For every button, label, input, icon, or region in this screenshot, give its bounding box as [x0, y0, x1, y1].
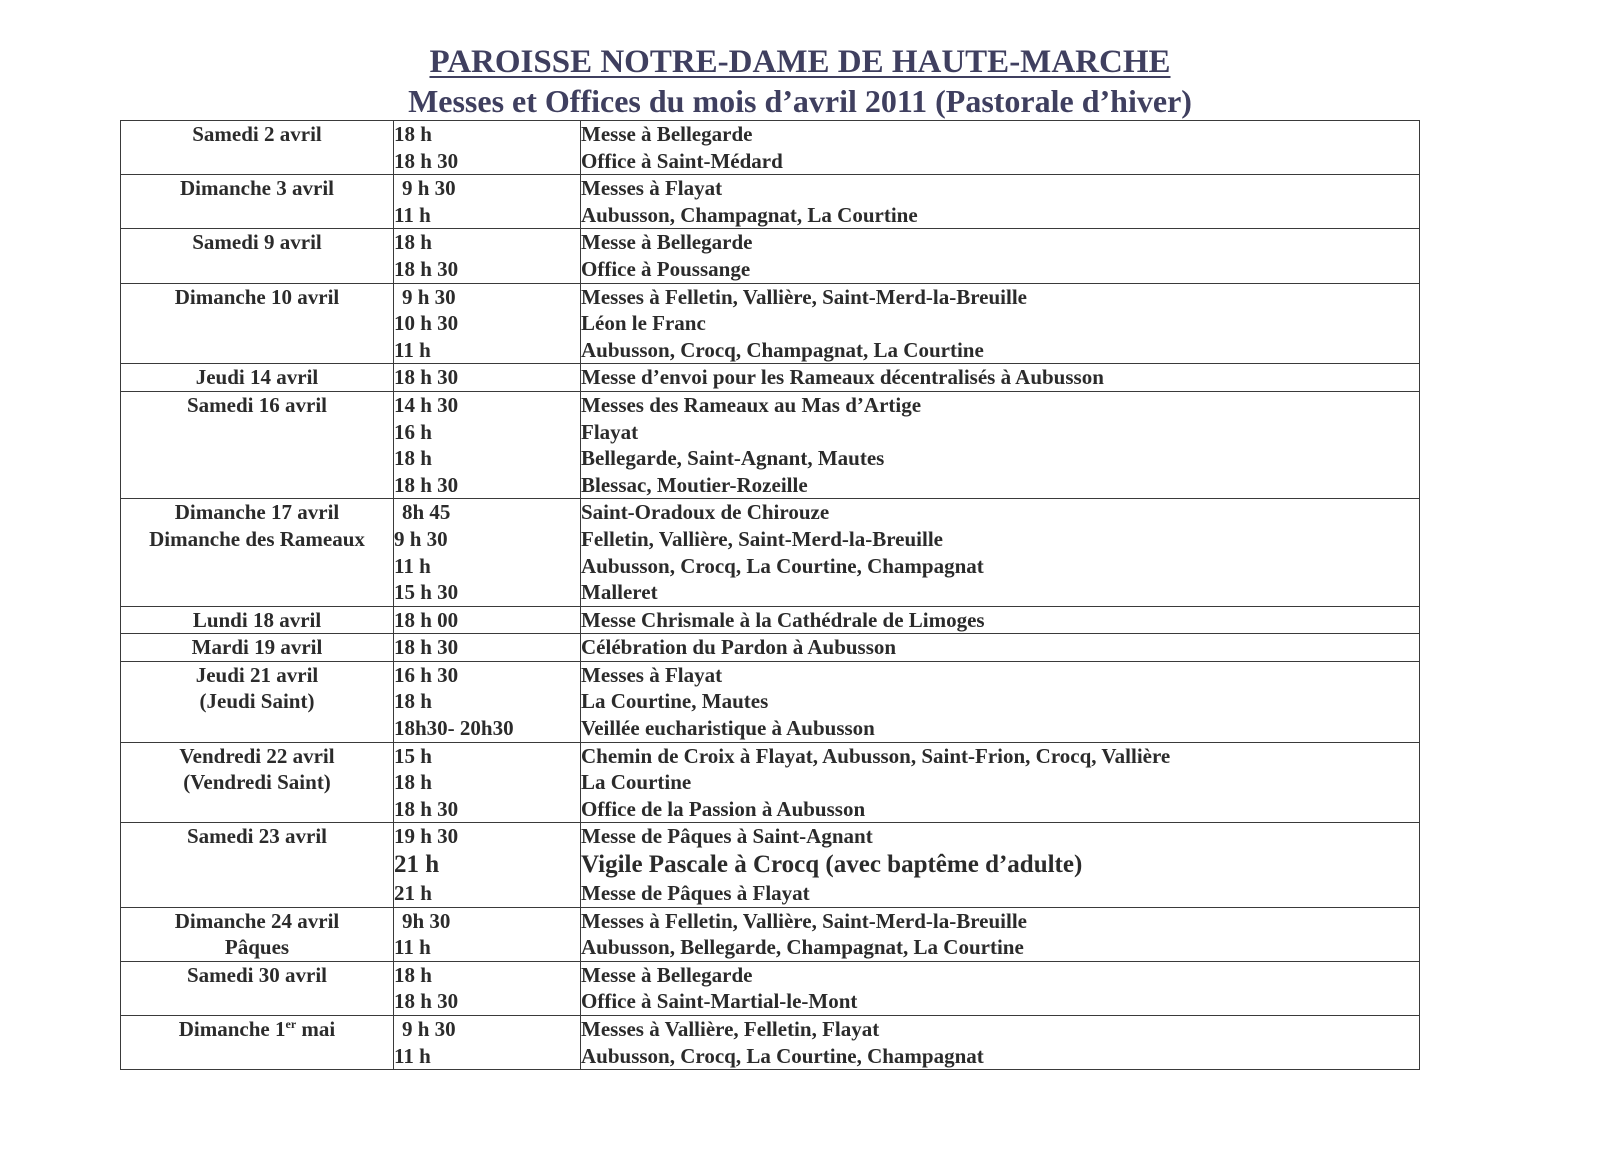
- time-label: 18 h 30: [394, 148, 459, 173]
- events-cell: [581, 1016, 1420, 1070]
- event-label: Messes à Felletin, Vallière, Saint-Merd-la-Breuille: [581, 284, 1027, 309]
- day-label-suffix: mai: [296, 1017, 336, 1041]
- event-label: Veillée eucharistique à Aubusson: [581, 716, 875, 741]
- time-label: 15 h 30: [394, 580, 459, 605]
- event-label: Office à Poussange: [581, 256, 751, 281]
- time-label: 18 h 30: [394, 989, 459, 1014]
- event-label: Messes à Vallière, Felletin, Flayat: [581, 1017, 880, 1041]
- event-label: Messe de Pâques à Saint-Agnant: [581, 824, 873, 849]
- event-label: Aubusson, Crocq, Champagnat, La Courtine: [581, 337, 984, 362]
- times-cell: [394, 283, 581, 364]
- time-label: 18 h 00: [394, 607, 459, 632]
- event-label: Flayat: [581, 419, 639, 444]
- event-label-highlight: Vigile Pascale à Crocq (avec baptême d’adulte): [581, 851, 1083, 879]
- times-cell: [394, 175, 581, 229]
- time-label: 16 h 30: [394, 662, 459, 687]
- event-label: Messe d’envoi pour les Rameaux décentralisés à Aubusson: [581, 365, 1104, 390]
- events-cell: [581, 606, 1420, 634]
- event-label: Messe à Bellegarde: [581, 230, 753, 255]
- table-row: [121, 364, 1420, 392]
- day-label: Dimanche 10 avril: [174, 284, 340, 309]
- day-label: Samedi 9 avril: [192, 230, 322, 255]
- events-cell: [581, 364, 1420, 392]
- times-cell: [394, 229, 581, 283]
- day-cell: [121, 175, 394, 229]
- event-label: Office à Saint-Médard: [581, 148, 783, 173]
- time-label: 9 h 30: [402, 176, 456, 201]
- time-label: 18 h: [394, 689, 432, 714]
- time-label: 18h30- 20h30: [394, 716, 514, 741]
- event-label: Célébration du Pardon à Aubusson: [581, 635, 897, 660]
- times-cell: [394, 907, 581, 961]
- event-label: Felletin, Vallière, Saint-Merd-la-Breuille: [581, 526, 944, 551]
- day-label: Lundi 18 avril: [192, 607, 322, 632]
- time-label: 18 h: [394, 770, 432, 795]
- event-label: Messe à Bellegarde: [581, 122, 753, 146]
- times-cell: [394, 391, 581, 498]
- table-row: [121, 121, 1420, 175]
- day-cell: [121, 121, 394, 175]
- time-label: 9h 30: [402, 908, 451, 933]
- day-sublabel: (Vendredi Saint): [183, 770, 331, 795]
- times-cell: [394, 606, 581, 634]
- time-label: 18 h: [394, 446, 432, 471]
- day-cell: [121, 907, 394, 961]
- schedule-subtitle: Messes et Offices du mois d’avril 2011 (Pastorale d’hiver): [408, 83, 1192, 119]
- day-label: Samedi 16 avril: [187, 392, 327, 417]
- events-cell: [581, 229, 1420, 283]
- day-cell: [121, 742, 394, 823]
- time-label: 18 h 30: [394, 365, 459, 390]
- time-label: 11 h: [394, 202, 431, 227]
- event-label: Office à Saint-Martial-le-Mont: [581, 989, 858, 1014]
- times-cell: [394, 742, 581, 823]
- time-label: 15 h: [394, 743, 432, 768]
- time-label: 18 h 30: [394, 472, 459, 497]
- day-label: Samedi 30 avril: [187, 962, 327, 987]
- time-label: 11 h: [394, 553, 431, 578]
- day-label: Samedi 23 avril: [187, 824, 327, 849]
- day-cell: [121, 364, 394, 392]
- day-label: [121, 1016, 393, 1043]
- times-cell: [394, 499, 581, 606]
- time-label: 16 h: [394, 419, 432, 444]
- time-label: 18 h 30: [394, 635, 459, 660]
- times-cell: [394, 661, 581, 742]
- events-cell: [581, 961, 1420, 1015]
- event-label: Léon le Franc: [581, 311, 706, 336]
- table-row: [121, 391, 1420, 498]
- events-cell: [581, 121, 1420, 175]
- events-cell: [581, 391, 1420, 498]
- day-cell: [121, 606, 394, 634]
- event-label: La Courtine, Mautes: [581, 689, 769, 714]
- events-cell: [581, 283, 1420, 364]
- event-label: Messe de Pâques à Flayat: [581, 881, 810, 906]
- time-label: 9 h 30: [402, 284, 456, 309]
- event-label: Saint-Oradoux de Chirouze: [581, 500, 830, 525]
- table-row: [121, 606, 1420, 634]
- time-label: 18 h: [394, 122, 432, 146]
- event-label: Messe à Bellegarde: [581, 962, 753, 987]
- event-label: La Courtine: [581, 770, 692, 795]
- time-label: 19 h 30: [394, 824, 459, 849]
- events-cell: [581, 823, 1420, 907]
- event-label: Aubusson, Bellegarde, Champagnat, La Courtine: [581, 935, 1024, 960]
- table-row: [121, 661, 1420, 742]
- event-label: Messes à Felletin, Vallière, Saint-Merd-la-Breuille: [581, 908, 1027, 933]
- day-cell: [121, 499, 394, 606]
- time-label: 9 h 30: [394, 526, 448, 551]
- times-cell: [394, 961, 581, 1015]
- events-cell: [581, 661, 1420, 742]
- table-row: [121, 175, 1420, 229]
- times-cell: [394, 634, 581, 662]
- day-label: Jeudi 21 avril: [195, 662, 319, 687]
- event-label: Aubusson, Crocq, La Courtine, Champagnat: [581, 553, 984, 578]
- events-cell: [581, 907, 1420, 961]
- day-cell: [121, 661, 394, 742]
- time-label: 11 h: [394, 935, 431, 960]
- event-label: Chemin de Croix à Flayat, Aubusson, Saint-Frion, Crocq, Vallière: [581, 743, 1171, 768]
- events-cell: [581, 634, 1420, 662]
- event-label: Aubusson, Crocq, La Courtine, Champagnat: [581, 1043, 984, 1068]
- day-cell: [121, 391, 394, 498]
- table-row: [121, 229, 1420, 283]
- day-sublabel: Dimanche des Rameaux: [149, 526, 365, 551]
- day-cell: [121, 229, 394, 283]
- table-row: [121, 283, 1420, 364]
- events-cell: [581, 499, 1420, 606]
- times-cell: [394, 1016, 581, 1070]
- day-label: Dimanche 24 avril: [174, 908, 340, 933]
- day-cell: [121, 1016, 394, 1070]
- mass-schedule-table: [120, 120, 1420, 1070]
- time-label: 11 h: [394, 337, 431, 362]
- time-label: 8h 45: [402, 500, 451, 525]
- table-row: [121, 823, 1420, 907]
- time-label: 18 h 30: [394, 796, 459, 821]
- event-label: Office de la Passion à Aubusson: [581, 796, 866, 821]
- time-label: 18 h 30: [394, 256, 459, 281]
- events-cell: [581, 175, 1420, 229]
- time-label: 21 h: [394, 881, 432, 906]
- time-label: 18 h: [394, 230, 432, 255]
- event-label: Blessac, Moutier-Rozeille: [581, 472, 808, 497]
- table-row: [121, 907, 1420, 961]
- time-label: 10 h 30: [394, 311, 459, 336]
- table-row: [121, 742, 1420, 823]
- day-label: Dimanche 3 avril: [180, 176, 334, 201]
- time-label: 11 h: [394, 1043, 431, 1068]
- event-label: Messes des Rameaux au Mas d’Artige: [581, 392, 922, 417]
- event-label: Bellegarde, Saint-Agnant, Mautes: [581, 446, 885, 471]
- day-label-prefix: Dimanche 1: [178, 1017, 286, 1041]
- event-label: Messes à Flayat: [581, 662, 723, 687]
- table-row: [121, 1016, 1420, 1070]
- time-label: 18 h: [394, 962, 432, 987]
- parish-title: PAROISSE NOTRE-DAME DE HAUTE-MARCHE: [429, 44, 1171, 80]
- day-sublabel: (Jeudi Saint): [199, 689, 315, 714]
- day-cell: [121, 283, 394, 364]
- day-cell: [121, 961, 394, 1015]
- times-cell: [394, 364, 581, 392]
- event-label: Messes à Flayat: [581, 176, 723, 201]
- times-cell: [394, 823, 581, 907]
- day-cell: [121, 634, 394, 662]
- time-label: 14 h 30: [394, 392, 459, 417]
- day-cell: [121, 823, 394, 907]
- day-label: Vendredi 22 avril: [179, 743, 335, 768]
- day-label: Jeudi 14 avril: [195, 365, 319, 390]
- table-row: [121, 499, 1420, 606]
- ordinal-superscript: er: [285, 1017, 297, 1031]
- day-label: Mardi 19 avril: [191, 635, 323, 660]
- event-label: Messe Chrismale à la Cathédrale de Limoges: [581, 607, 985, 632]
- time-label: 9 h 30: [402, 1017, 456, 1041]
- events-cell: [581, 742, 1420, 823]
- event-label: Malleret: [581, 580, 658, 605]
- event-label: Aubusson, Champagnat, La Courtine: [581, 202, 918, 227]
- table-row: [121, 634, 1420, 662]
- times-cell: [394, 121, 581, 175]
- table-row: [121, 961, 1420, 1015]
- day-label: Dimanche 17 avril: [174, 500, 340, 525]
- time-label: 21 h: [394, 851, 440, 879]
- day-sublabel: Pâques: [224, 935, 290, 960]
- day-label: Samedi 2 avril: [192, 122, 322, 146]
